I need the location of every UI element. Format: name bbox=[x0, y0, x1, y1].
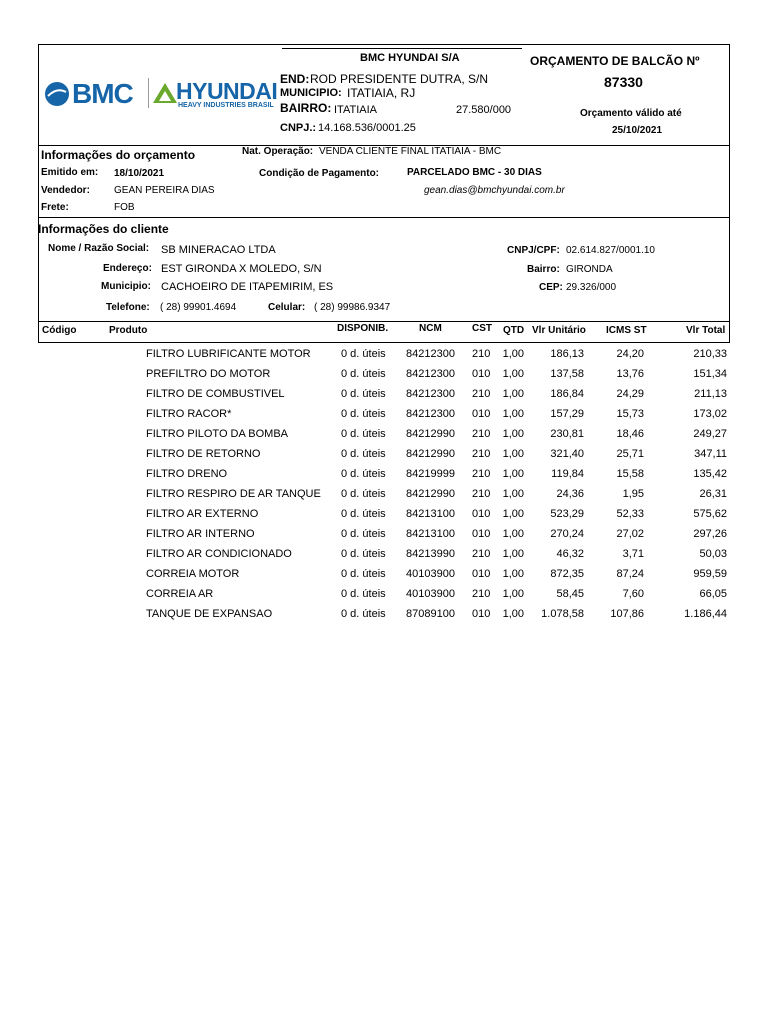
client-cep-label: CEP: bbox=[539, 282, 563, 293]
table-row bbox=[0, 528, 768, 544]
cell-qtd: 1,00 bbox=[502, 488, 524, 500]
table-row bbox=[0, 368, 768, 384]
cell-ncm: 84212990 bbox=[406, 488, 455, 500]
client-celular: ( 28) 99986.9347 bbox=[314, 302, 391, 313]
table-row bbox=[0, 388, 768, 404]
cell-vlr-total: 50,03 bbox=[699, 548, 727, 560]
cell-produto: FILTRO AR CONDICIONADO bbox=[146, 548, 292, 560]
client-cnpj-label: CNPJ/CPF: bbox=[507, 245, 560, 256]
condicao-label: Condição de Pagamento: bbox=[259, 168, 380, 179]
cell-disponib: 0 d. úteis bbox=[341, 548, 386, 560]
company-address-label: END: bbox=[280, 72, 310, 86]
logo-bmc-text: BMC bbox=[72, 78, 133, 109]
cell-qtd: 1,00 bbox=[502, 428, 524, 440]
cell-ncm: 84212990 bbox=[406, 428, 455, 440]
th-disponib: DISPONIB. bbox=[337, 323, 389, 334]
cell-produto: FILTRO DRENO bbox=[146, 468, 228, 480]
company-cnpj: 14.168.536/0001.25 bbox=[318, 122, 416, 134]
cell-ncm: 84212300 bbox=[406, 388, 455, 400]
th-icms-st: ICMS ST bbox=[606, 325, 647, 336]
cell-qtd: 1,00 bbox=[502, 588, 524, 600]
cell-qtd: 1,00 bbox=[502, 368, 524, 380]
table-row bbox=[0, 448, 768, 464]
cell-cst: 210 bbox=[472, 388, 491, 400]
cell-vlr-unitario: 119,84 bbox=[551, 468, 584, 480]
cell-produto: PREFILTRO DO MOTOR bbox=[146, 368, 271, 380]
cell-vlr-total: 1.186,44 bbox=[684, 608, 727, 620]
cell-vlr-total: 26,31 bbox=[699, 488, 727, 500]
th-vlr-total: Vlr Total bbox=[686, 325, 726, 336]
table-row bbox=[0, 608, 768, 624]
cell-icms-st: 107,86 bbox=[610, 608, 644, 620]
table-row bbox=[0, 408, 768, 424]
cell-icms-st: 15,58 bbox=[616, 468, 644, 480]
client-section-title: Informações do cliente bbox=[38, 222, 169, 236]
th-ncm: NCM bbox=[419, 323, 442, 334]
cell-vlr-total: 173,02 bbox=[693, 408, 727, 420]
client-cnpj: 02.614.827/0001.10 bbox=[566, 245, 655, 256]
table-row bbox=[0, 428, 768, 444]
cell-ncm: 87089100 bbox=[406, 608, 455, 620]
cell-produto: CORREIA AR bbox=[146, 588, 214, 600]
cell-icms-st: 87,24 bbox=[616, 568, 644, 580]
cell-produto: CORREIA MOTOR bbox=[146, 568, 240, 580]
quote-valid-date: 25/10/2021 bbox=[612, 125, 663, 136]
cell-disponib: 0 d. úteis bbox=[341, 488, 386, 500]
cell-vlr-unitario: 321,40 bbox=[550, 448, 584, 460]
emitido-value: 18/10/2021 bbox=[114, 168, 165, 179]
cell-disponib: 0 d. úteis bbox=[341, 348, 386, 360]
cell-disponib: 0 d. úteis bbox=[341, 508, 386, 520]
cell-ncm: 84212990 bbox=[406, 448, 455, 460]
cell-produto: FILTRO RESPIRO DE AR TANQUE bbox=[146, 488, 321, 500]
company-municipio: ITATIAIA, RJ bbox=[347, 86, 416, 100]
emitido-label: Emitido em: bbox=[41, 167, 99, 178]
cell-vlr-unitario: 58,45 bbox=[556, 588, 584, 600]
company-name-rule bbox=[282, 48, 522, 49]
cell-qtd: 1,00 bbox=[502, 448, 524, 460]
cell-qtd: 1,00 bbox=[502, 608, 524, 620]
cell-vlr-total: 959,59 bbox=[693, 568, 727, 580]
frete-value: FOB bbox=[114, 202, 135, 213]
cell-qtd: 1,00 bbox=[502, 348, 524, 360]
cell-produto: FILTRO AR INTERNO bbox=[146, 528, 255, 540]
company-cnpj-label: CNPJ.: bbox=[280, 122, 317, 134]
cell-vlr-total: 249,27 bbox=[693, 428, 727, 440]
divider-table-header bbox=[38, 321, 730, 322]
cell-qtd: 1,00 bbox=[502, 508, 524, 520]
cell-disponib: 0 d. úteis bbox=[341, 568, 386, 580]
client-endereco: EST GIRONDA X MOLEDO, S/N bbox=[161, 263, 322, 275]
vendedor-email: gean.dias@bmchyundai.com.br bbox=[424, 185, 565, 196]
cell-vlr-total: 211,13 bbox=[694, 388, 727, 400]
cell-cst: 210 bbox=[472, 428, 491, 440]
cell-vlr-unitario: 872,35 bbox=[550, 568, 584, 580]
th-vlr-unitario: Vlr Unitário bbox=[532, 325, 586, 336]
client-telefone-label: Telefone: bbox=[106, 302, 150, 313]
table-row bbox=[0, 508, 768, 524]
quote-title: ORÇAMENTO DE BALCÃO Nº bbox=[530, 54, 700, 68]
cell-ncm: 40103900 bbox=[406, 588, 455, 600]
client-bairro: GIRONDA bbox=[566, 264, 613, 275]
logo-separator bbox=[148, 78, 149, 108]
vendedor-label: Vendedor: bbox=[41, 185, 90, 196]
cell-icms-st: 18,46 bbox=[616, 428, 644, 440]
cell-disponib: 0 d. úteis bbox=[341, 468, 386, 480]
company-bairro: ITATIAIA bbox=[334, 104, 377, 116]
info-section-title: Informações do orçamento bbox=[41, 148, 196, 162]
cell-cst: 010 bbox=[472, 608, 491, 620]
cell-cst: 010 bbox=[472, 368, 491, 380]
cell-vlr-unitario: 137,58 bbox=[550, 368, 584, 380]
client-cep: 29.326/000 bbox=[566, 282, 617, 293]
nat-op-value: VENDA CLIENTE FINAL ITATIAIA - BMC bbox=[319, 146, 502, 157]
cell-cst: 210 bbox=[472, 348, 491, 360]
client-municipio: CACHOEIRO DE ITAPEMIRIM, ES bbox=[161, 281, 334, 293]
cell-disponib: 0 d. úteis bbox=[341, 388, 386, 400]
cell-disponib: 0 d. úteis bbox=[341, 428, 386, 440]
cell-produto: FILTRO AR EXTERNO bbox=[146, 508, 259, 520]
divider-info bbox=[38, 217, 730, 218]
hyundai-triangle-icon bbox=[152, 82, 178, 104]
cell-icms-st: 13,76 bbox=[616, 368, 644, 380]
cell-vlr-unitario: 270,24 bbox=[550, 528, 584, 540]
th-qtd: QTD bbox=[503, 325, 525, 336]
cell-icms-st: 15,73 bbox=[616, 408, 644, 420]
table-row bbox=[0, 568, 768, 584]
cell-vlr-unitario: 186,84 bbox=[550, 388, 584, 400]
cell-cst: 010 bbox=[472, 528, 491, 540]
cell-disponib: 0 d. úteis bbox=[341, 588, 386, 600]
th-cst: CST bbox=[472, 323, 492, 334]
cell-vlr-total: 135,42 bbox=[693, 468, 727, 480]
table-row bbox=[0, 488, 768, 504]
frete-label: Frete: bbox=[41, 202, 69, 213]
cell-vlr-unitario: 230,81 bbox=[550, 428, 584, 440]
cell-disponib: 0 d. úteis bbox=[341, 608, 386, 620]
table-row bbox=[0, 588, 768, 604]
client-nome: SB MINERACAO LTDA bbox=[161, 244, 276, 256]
cell-vlr-total: 347,11 bbox=[694, 448, 727, 460]
cell-cst: 210 bbox=[472, 548, 491, 560]
cell-ncm: 40103900 bbox=[406, 568, 455, 580]
cell-qtd: 1,00 bbox=[502, 408, 524, 420]
cell-ncm: 84212300 bbox=[406, 408, 455, 420]
cell-qtd: 1,00 bbox=[502, 548, 524, 560]
cell-vlr-unitario: 157,29 bbox=[550, 408, 584, 420]
cell-icms-st: 25,71 bbox=[616, 448, 644, 460]
cell-cst: 010 bbox=[472, 508, 491, 520]
cell-icms-st: 7,60 bbox=[622, 588, 644, 600]
th-produto: Produto bbox=[109, 325, 148, 336]
cell-icms-st: 1,95 bbox=[622, 488, 644, 500]
client-endereco-label: Endereço: bbox=[103, 263, 152, 274]
cell-icms-st: 27,02 bbox=[616, 528, 644, 540]
client-bairro-label: Bairro: bbox=[527, 264, 560, 275]
cell-produto: FILTRO RACOR* bbox=[146, 408, 232, 420]
company-name: BMC HYUNDAI S/A bbox=[360, 52, 460, 64]
cell-disponib: 0 d. úteis bbox=[341, 528, 386, 540]
cell-qtd: 1,00 bbox=[502, 528, 524, 540]
cell-vlr-total: 575,62 bbox=[693, 508, 727, 520]
client-celular-label: Celular: bbox=[268, 302, 306, 313]
nat-op-label: Nat. Operação: bbox=[242, 146, 314, 157]
cell-cst: 010 bbox=[472, 408, 491, 420]
logo-hyundai-text: HYUNDAI bbox=[176, 78, 278, 104]
client-nome-label: Nome / Razão Social: bbox=[48, 243, 150, 254]
cell-disponib: 0 d. úteis bbox=[341, 408, 386, 420]
table-row bbox=[0, 548, 768, 564]
company-bairro-label: BAIRRO: bbox=[280, 101, 332, 115]
quote-number: 87330 bbox=[604, 74, 643, 90]
cell-produto: FILTRO DE COMBUSTIVEL bbox=[146, 388, 285, 400]
cell-cst: 210 bbox=[472, 468, 491, 480]
cell-ncm: 84212300 bbox=[406, 348, 455, 360]
cell-icms-st: 24,29 bbox=[616, 388, 644, 400]
quote-valid-label: Orçamento válido até bbox=[580, 108, 682, 119]
cell-disponib: 0 d. úteis bbox=[341, 448, 386, 460]
cell-produto: FILTRO DE RETORNO bbox=[146, 448, 261, 460]
cell-vlr-unitario: 46,32 bbox=[556, 548, 584, 560]
cell-ncm: 84213100 bbox=[406, 528, 455, 540]
cell-cst: 210 bbox=[472, 448, 491, 460]
cell-icms-st: 52,33 bbox=[616, 508, 644, 520]
cell-produto: FILTRO PILOTO DA BOMBA bbox=[146, 428, 289, 440]
cell-cst: 210 bbox=[472, 488, 491, 500]
cell-disponib: 0 d. úteis bbox=[341, 368, 386, 380]
cell-qtd: 1,00 bbox=[502, 568, 524, 580]
cell-icms-st: 24,20 bbox=[616, 348, 644, 360]
bmc-circle-icon bbox=[44, 81, 70, 107]
table-row bbox=[0, 468, 768, 484]
company-cep: 27.580/000 bbox=[456, 104, 512, 116]
cell-ncm: 84219999 bbox=[406, 468, 455, 480]
company-address: ROD PRESIDENTE DUTRA, S/N bbox=[310, 72, 489, 86]
cell-produto: FILTRO LUBRIFICANTE MOTOR bbox=[146, 348, 311, 360]
vendedor-value: GEAN PEREIRA DIAS bbox=[114, 185, 215, 196]
cell-vlr-unitario: 523,29 bbox=[550, 508, 584, 520]
condicao-value: PARCELADO BMC - 30 DIAS bbox=[407, 167, 542, 178]
cell-vlr-unitario: 1.078,58 bbox=[541, 608, 584, 620]
cell-ncm: 84213990 bbox=[406, 548, 455, 560]
logo-sub-text: HEAVY INDUSTRIES BRASIL bbox=[178, 102, 274, 109]
cell-vlr-unitario: 24,36 bbox=[556, 488, 584, 500]
table-row bbox=[0, 348, 768, 364]
cell-qtd: 1,00 bbox=[502, 468, 524, 480]
cell-icms-st: 3,71 bbox=[622, 548, 644, 560]
cell-vlr-total: 151,34 bbox=[693, 368, 727, 380]
cell-ncm: 84213100 bbox=[406, 508, 455, 520]
company-logo bbox=[44, 76, 278, 112]
cell-produto: TANQUE DE EXPANSAO bbox=[146, 608, 273, 620]
cell-qtd: 1,00 bbox=[502, 388, 524, 400]
th-codigo: Código bbox=[42, 325, 77, 336]
cell-vlr-total: 66,05 bbox=[699, 588, 727, 600]
company-municipio-label: MUNICIPIO: bbox=[280, 87, 342, 99]
cell-vlr-total: 297,26 bbox=[693, 528, 727, 540]
cell-vlr-unitario: 186,13 bbox=[550, 348, 584, 360]
client-telefone: ( 28) 99901.4694 bbox=[160, 302, 237, 313]
cell-vlr-total: 210,33 bbox=[693, 348, 727, 360]
cell-ncm: 84212300 bbox=[406, 368, 455, 380]
client-municipio-label: Municipio: bbox=[101, 281, 151, 292]
cell-cst: 210 bbox=[472, 588, 491, 600]
cell-cst: 010 bbox=[472, 568, 491, 580]
